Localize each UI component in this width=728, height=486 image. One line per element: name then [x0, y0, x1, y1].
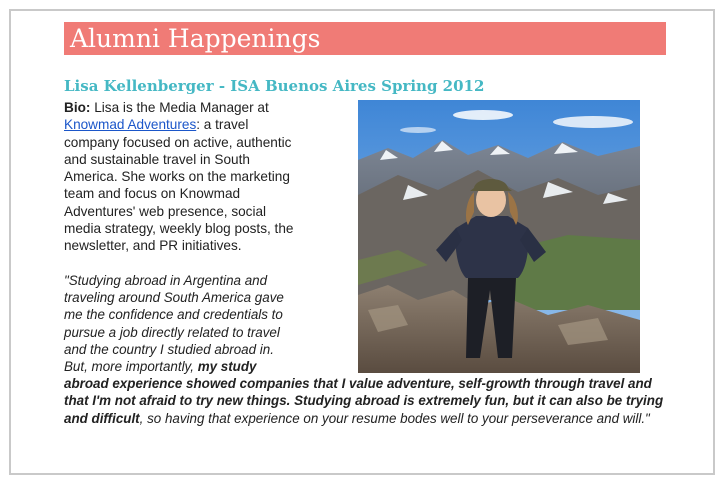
bio-text-before: Lisa is the Media Manager at [90, 100, 269, 115]
alumni-photo [358, 100, 640, 373]
section-banner [64, 22, 666, 55]
alumni-heading: Lisa Kellenberger - ISA Buenos Aires Spring 2012 [64, 77, 485, 95]
banner-title: Alumni Happenings [70, 24, 321, 53]
mountain-summit-image [358, 100, 640, 373]
bio-text-after: : a travel company focused on active, authentic and sustainable travel in South America. She works on the marketing team and focus on Knowmad Adventures' web presence, social media strategy, weekly blog posts, the newsletter, and PR initiatives. [64, 117, 294, 254]
quote-text-end: , so having that experience on your resume bodes well to your perseverance and will." [139, 410, 650, 426]
quote-text-bold: my study abroad experience showed companies that I value adventure, self-growth through travel and that I'm not afraid to try new things. Studying abroad is extremely fun, but it can also be trying and difficult [64, 359, 664, 426]
bio-label: Bio: [64, 100, 91, 115]
bio-paragraph [64, 99, 294, 255]
quote-text-start: "Studying abroad in Argentina and traveling around South America gave me the confidence and credentials to pursue a job directly related to travel and the country I studied abroad in. But, more importantly, [64, 273, 284, 375]
knowmad-adventures-link[interactable]: Knowmad Adventures [64, 117, 197, 133]
